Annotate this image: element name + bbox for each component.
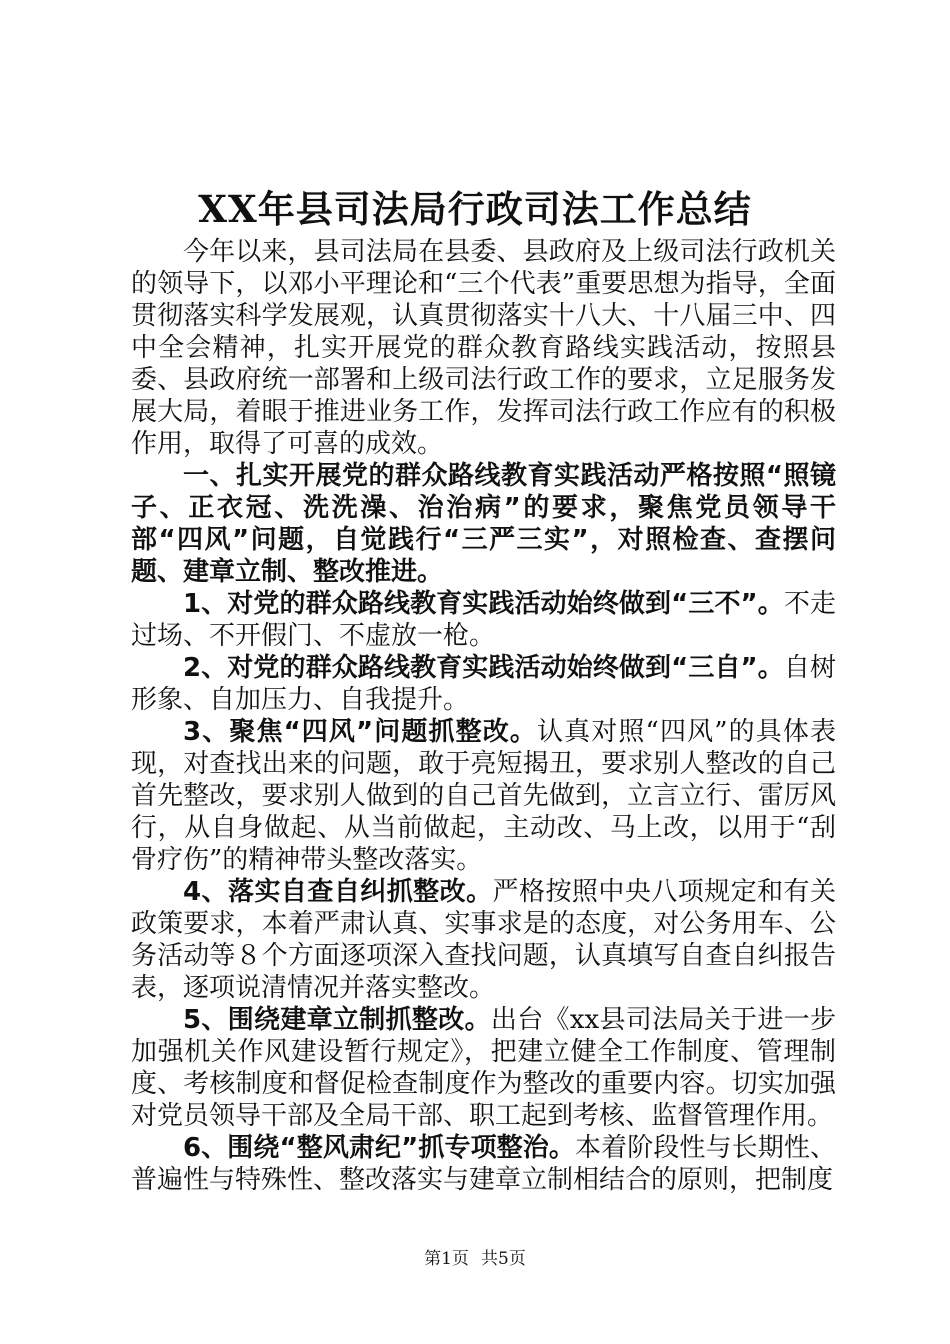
item-text: 认真对照“四风”的具体表现，对查找出来的问题，敢于亮短揭丑，要求别人整改的自己首先整改，要求别人做到的自己首先做到，立言立行、雷厉风行，从自身做起、从当前做起，主动改、马上改，以用于“刮骨疗伤”的精神带头整改落实。	[131, 717, 836, 875]
item-text: 严格按照中央八项规定和有关政策要求，本着严肃认真、实事求是的态度，对公务用车、公务活动等８个方面逐项深入查找问题，认真填写自查自纠报告表，逐项说清情况并落实整改。	[131, 877, 836, 1003]
item-text: 自树形象、自加压力、自我提升。	[131, 653, 836, 715]
item-lead: 2、对党的群众路线教育实践活动始终做到“三自”。	[183, 653, 784, 683]
list-item	[131, 1004, 836, 1132]
document-body	[131, 236, 836, 1196]
item-lead: 6、围绕“整风肃纪”抓专项整治。	[183, 1133, 575, 1163]
page-number: 第1页	[424, 1249, 469, 1269]
list-item	[131, 652, 836, 716]
item-text: 不走过场、不开假门、不虚放一枪。	[131, 589, 836, 651]
item-text: 本着阶段性与长期性、普遍性与特殊性、整改落实与建章立制相结合的原则，把制度	[131, 1133, 836, 1195]
item-text: 出台《xx县司法局关于进一步加强机关作风建设暂行规定》，把建立健全工作制度、管理制度、考核制度和督促检查制度作为整改的重要内容。切实加强对党员领导干部及全局干部、职工起到考核、监督管理作用。	[131, 1005, 837, 1131]
item-lead: 3、聚焦“四风”问题抓整改。	[183, 717, 538, 747]
item-lead: 1、对党的群众路线教育实践活动始终做到“三不”。	[183, 589, 784, 619]
list-item	[131, 588, 836, 652]
page-footer	[0, 1248, 950, 1270]
list-item	[131, 716, 836, 876]
list-item	[131, 876, 836, 1004]
section-heading-1: 一、扎实开展党的群众路线教育实践活动严格按照“照镜子、正衣冠、洗洗澡、治治病”的要求，聚焦党员领导干部“四风”问题，自觉践行“三严三实”，对照检查、查摆问题、建章立制、整改推进。	[131, 461, 836, 587]
document-title: XX年县司法局行政司法工作总结	[198, 187, 752, 231]
page-total: 共5页	[481, 1249, 526, 1269]
list-item	[131, 1132, 836, 1196]
item-lead: 5、围绕建章立制抓整改。	[183, 1005, 491, 1035]
item-lead: 4、落实自查自纠抓整改。	[183, 877, 493, 907]
intro-paragraph: 今年以来，县司法局在县委、县政府及上级司法行政机关的领导下，以邓小平理论和“三个代表”重要思想为指导，全面贯彻落实科学发展观，认真贯彻落实十八大、十八届三中、四中全会精神，扎实开展党的群众教育路线实践活动，按照县委、县政府统一部署和上级司法行政工作的要求，立足服务发展大局，着眼于推进业务工作，发挥司法行政工作应有的积极作用，取得了可喜的成效。	[131, 237, 836, 459]
